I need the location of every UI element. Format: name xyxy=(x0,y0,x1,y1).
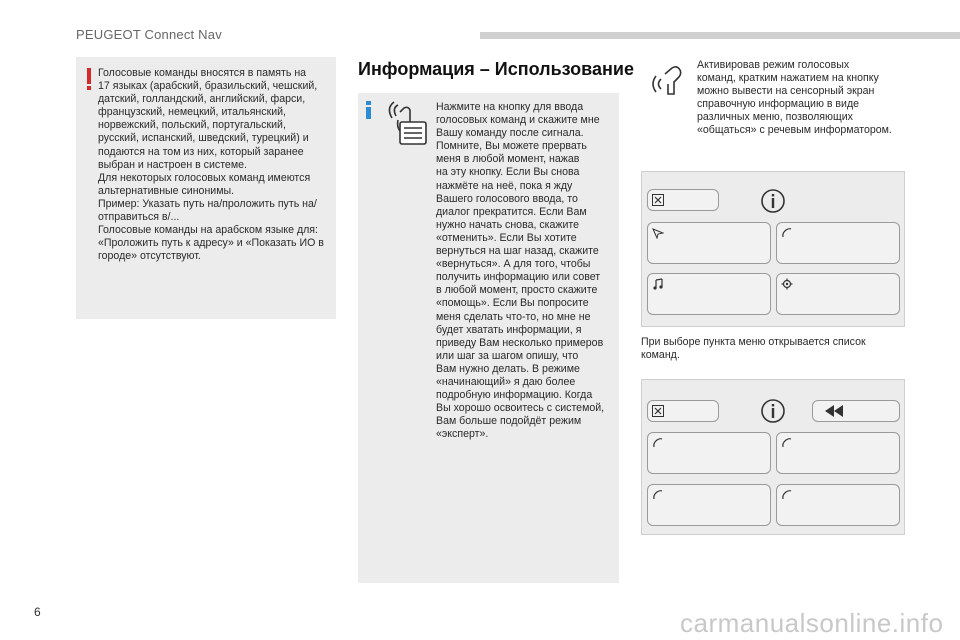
header-title: PEUGEOT Connect Nav xyxy=(76,27,222,42)
watermark-text: carmanualsonline.info xyxy=(680,608,944,638)
info-icon-dot xyxy=(366,101,371,105)
section-title: Информация – Использование xyxy=(358,59,634,79)
back-button[interactable] xyxy=(812,400,900,422)
music-icon xyxy=(652,278,664,290)
command-list-screen xyxy=(641,379,905,535)
menu-note-text: При выборе пункта меню открывается список команд. xyxy=(641,336,866,362)
tile-settings[interactable] xyxy=(776,273,900,315)
info-circle-icon[interactable] xyxy=(760,398,786,424)
navigation-icon xyxy=(652,227,664,239)
tile-music[interactable] xyxy=(647,273,771,315)
phone-icon xyxy=(652,437,664,449)
header-rule xyxy=(480,32,960,39)
exclamation-icon xyxy=(87,68,91,84)
voice-menu-screen xyxy=(641,171,905,327)
command-tile[interactable] xyxy=(776,432,900,474)
phone-icon xyxy=(781,437,793,449)
close-icon xyxy=(652,405,664,417)
gear-icon xyxy=(781,278,793,290)
tile-navigation[interactable] xyxy=(647,222,771,264)
close-icon xyxy=(652,194,664,206)
tile-phone[interactable] xyxy=(776,222,900,264)
phone-icon xyxy=(781,489,793,501)
voice-command-icon xyxy=(650,66,686,96)
exclamation-icon-dot xyxy=(87,86,91,90)
phone-icon xyxy=(781,227,793,239)
voice-text: Активировав режим голосовых команд, кратким нажатием на кнопку можно вывести на сенсорный экран справочную информацию в виде различных меню, позволяющих «общаться» с речевым информатором. xyxy=(697,59,892,137)
command-tile[interactable] xyxy=(647,432,771,474)
close-button[interactable] xyxy=(647,400,719,422)
command-tile[interactable] xyxy=(776,484,900,526)
close-button[interactable] xyxy=(647,189,719,211)
page-number: 6 xyxy=(34,605,41,619)
phone-icon xyxy=(652,489,664,501)
command-tile[interactable] xyxy=(647,484,771,526)
info-icon xyxy=(366,107,371,119)
warning-text: Голосовые команды вносятся в память на 17 языках (арабский, бразильский, чешский, датский, голландский, английский, фарси, французский, немецкий, итальянский, норвежский, польский, португальский, русский, испанский, шведский, турецкий) и подаются на том из них, который заранее выбран и настроен в системе. Для некоторых голосовых команд имеются альтернативные синонимы. Пример: Указать путь на/проложить путь на/ отправиться в/... Голосовые команды на арабском языке для: «Проложить путь к адресу» и «Показать ИО в городе» отсутствуют. xyxy=(98,67,324,263)
info-text: Нажмите на кнопку для ввода голосовых команд и скажите мне Вашу команду после сигнала. Помните, Вы можете прервать меня в любой момент, нажав на эту кнопку. Если Вы снова нажмёте на неё, пока я жду Вашего голосового ввода, то диалог прекратится. Если Вам нужно начать снова, скажите «отменить». Если Вы хотите вернуться на шаг назад, скажите «вернуться». А для того, чтобы получить информацию или совет в любой момент, просто скажите «помощь». Если Вы попросите меня сделать что-то, но мне не будет хватать информации, я приведу Вам несколько примеров или шаг за шагом опишу, что Вам нужно делать. В режиме «начинающий» я даю более подробную информацию. Когда Вы хорошо освоитесь с системой, Вам больше подойдёт режим «эксперт». xyxy=(436,101,605,441)
voice-control-button-icon xyxy=(382,100,430,146)
rewind-icon xyxy=(823,404,845,418)
info-circle-icon[interactable] xyxy=(760,188,786,214)
